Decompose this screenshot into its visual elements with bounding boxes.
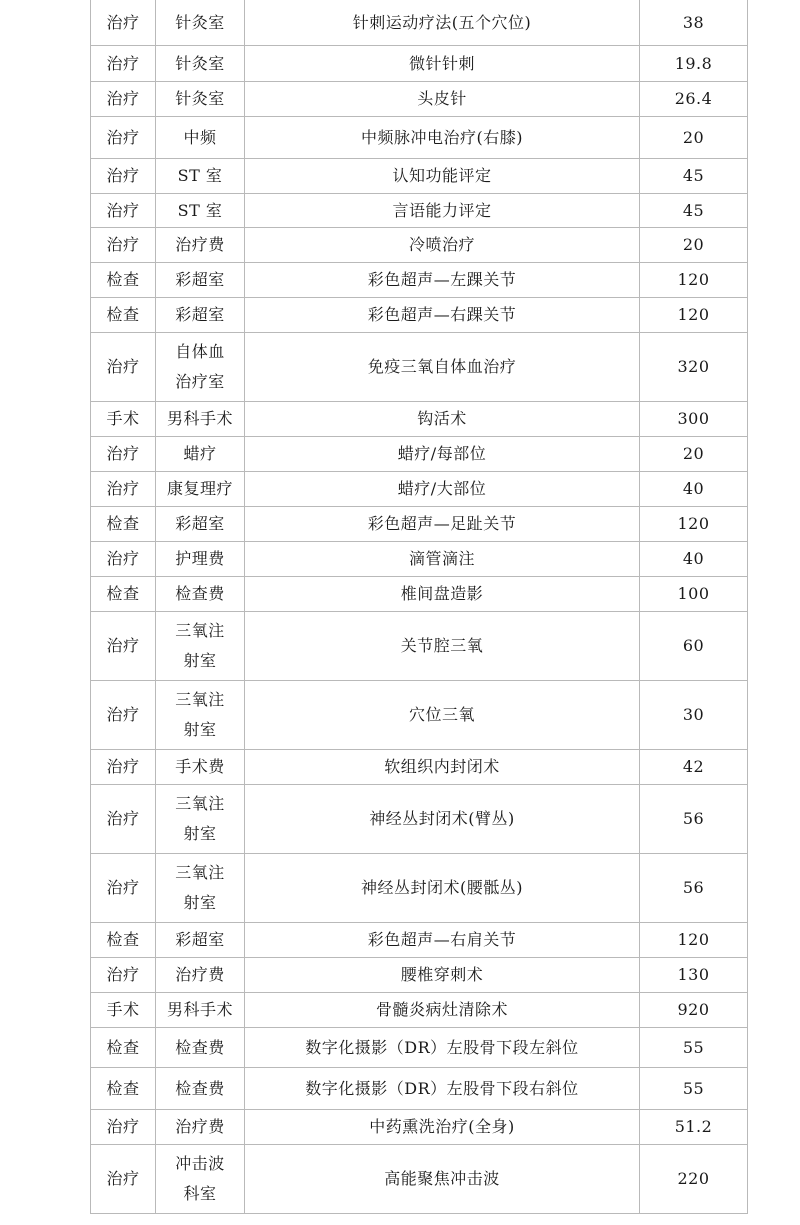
cell-dept: 彩超室 bbox=[156, 262, 245, 297]
cell-dept: 针灸室 bbox=[156, 0, 245, 45]
table-row bbox=[91, 784, 748, 853]
cell-type: 治疗 bbox=[91, 193, 156, 227]
table-row bbox=[91, 401, 748, 436]
cell-price: 120 bbox=[640, 922, 748, 957]
cell-item: 头皮针 bbox=[245, 81, 640, 116]
cell-price: 38 bbox=[640, 0, 748, 45]
cell-item: 中频脉冲电治疗(右膝) bbox=[245, 116, 640, 158]
fee-table-body bbox=[91, 0, 748, 1213]
cell-item: 彩色超声—右肩关节 bbox=[245, 922, 640, 957]
cell-price: 100 bbox=[640, 576, 748, 611]
cell-type: 治疗 bbox=[91, 116, 156, 158]
cell-type: 检查 bbox=[91, 262, 156, 297]
table-row bbox=[91, 611, 748, 680]
cell-price: 51.2 bbox=[640, 1109, 748, 1144]
cell-price: 40 bbox=[640, 471, 748, 506]
cell-type: 治疗 bbox=[91, 541, 156, 576]
cell-dept: ST 室 bbox=[156, 193, 245, 227]
table-row bbox=[91, 922, 748, 957]
cell-price: 56 bbox=[640, 784, 748, 853]
cell-dept: 彩超室 bbox=[156, 922, 245, 957]
cell-type: 治疗 bbox=[91, 81, 156, 116]
cell-dept: 三氧注射室 bbox=[156, 611, 245, 680]
cell-type: 治疗 bbox=[91, 749, 156, 784]
cell-type: 治疗 bbox=[91, 1144, 156, 1213]
cell-dept: 针灸室 bbox=[156, 81, 245, 116]
cell-item: 针刺运动疗法(五个穴位) bbox=[245, 0, 640, 45]
cell-type: 治疗 bbox=[91, 853, 156, 922]
table-row bbox=[91, 158, 748, 193]
cell-price: 40 bbox=[640, 541, 748, 576]
table-row bbox=[91, 749, 748, 784]
cell-price: 120 bbox=[640, 297, 748, 332]
cell-type: 治疗 bbox=[91, 611, 156, 680]
cell-type: 检查 bbox=[91, 506, 156, 541]
cell-price: 19.8 bbox=[640, 45, 748, 81]
cell-dept: 蜡疗 bbox=[156, 436, 245, 471]
cell-dept: 三氧注射室 bbox=[156, 853, 245, 922]
cell-dept: 手术费 bbox=[156, 749, 245, 784]
table-row bbox=[91, 992, 748, 1027]
table-row bbox=[91, 332, 748, 401]
cell-price: 20 bbox=[640, 116, 748, 158]
cell-dept: 彩超室 bbox=[156, 506, 245, 541]
cell-dept: 三氧注射室 bbox=[156, 680, 245, 749]
table-row bbox=[91, 541, 748, 576]
cell-price: 920 bbox=[640, 992, 748, 1027]
table-row bbox=[91, 506, 748, 541]
cell-item: 彩色超声—左踝关节 bbox=[245, 262, 640, 297]
table-row bbox=[91, 853, 748, 922]
cell-dept: 治疗费 bbox=[156, 227, 245, 262]
cell-price: 320 bbox=[640, 332, 748, 401]
cell-type: 检查 bbox=[91, 1027, 156, 1067]
cell-item: 彩色超声—右踝关节 bbox=[245, 297, 640, 332]
cell-item: 微针针刺 bbox=[245, 45, 640, 81]
table-row bbox=[91, 116, 748, 158]
cell-price: 26.4 bbox=[640, 81, 748, 116]
cell-type: 手术 bbox=[91, 401, 156, 436]
cell-type: 治疗 bbox=[91, 1109, 156, 1144]
cell-type: 检查 bbox=[91, 576, 156, 611]
table-row bbox=[91, 1067, 748, 1109]
cell-type: 治疗 bbox=[91, 0, 156, 45]
cell-type: 治疗 bbox=[91, 784, 156, 853]
cell-type: 治疗 bbox=[91, 957, 156, 992]
cell-item: 软组织内封闭术 bbox=[245, 749, 640, 784]
table-row bbox=[91, 0, 748, 45]
cell-dept: 治疗费 bbox=[156, 957, 245, 992]
cell-item: 神经丛封闭术(腰骶丛) bbox=[245, 853, 640, 922]
cell-dept: 针灸室 bbox=[156, 45, 245, 81]
table-row bbox=[91, 81, 748, 116]
cell-type: 治疗 bbox=[91, 227, 156, 262]
cell-price: 45 bbox=[640, 193, 748, 227]
cell-type: 检查 bbox=[91, 922, 156, 957]
cell-item: 穴位三氧 bbox=[245, 680, 640, 749]
cell-dept: 康复理疗 bbox=[156, 471, 245, 506]
cell-price: 20 bbox=[640, 436, 748, 471]
cell-dept: 检查费 bbox=[156, 576, 245, 611]
cell-dept: 男科手术 bbox=[156, 401, 245, 436]
cell-price: 42 bbox=[640, 749, 748, 784]
cell-price: 220 bbox=[640, 1144, 748, 1213]
cell-dept: 三氧注射室 bbox=[156, 784, 245, 853]
cell-item: 椎间盘造影 bbox=[245, 576, 640, 611]
cell-item: 滴管滴注 bbox=[245, 541, 640, 576]
cell-item: 冷喷治疗 bbox=[245, 227, 640, 262]
cell-item: 关节腔三氧 bbox=[245, 611, 640, 680]
table-row bbox=[91, 193, 748, 227]
cell-dept: 护理费 bbox=[156, 541, 245, 576]
cell-item: 蜡疗/每部位 bbox=[245, 436, 640, 471]
table-row bbox=[91, 680, 748, 749]
cell-price: 45 bbox=[640, 158, 748, 193]
table-row bbox=[91, 1027, 748, 1067]
cell-price: 55 bbox=[640, 1027, 748, 1067]
table-row bbox=[91, 576, 748, 611]
cell-item: 认知功能评定 bbox=[245, 158, 640, 193]
cell-type: 检查 bbox=[91, 1067, 156, 1109]
cell-dept: 彩超室 bbox=[156, 297, 245, 332]
cell-type: 治疗 bbox=[91, 332, 156, 401]
cell-item: 高能聚焦冲击波 bbox=[245, 1144, 640, 1213]
table-row bbox=[91, 957, 748, 992]
table-row bbox=[91, 297, 748, 332]
cell-price: 130 bbox=[640, 957, 748, 992]
cell-dept: 检查费 bbox=[156, 1067, 245, 1109]
cell-type: 治疗 bbox=[91, 45, 156, 81]
fee-table bbox=[90, 0, 748, 1214]
cell-item: 中药熏洗治疗(全身) bbox=[245, 1109, 640, 1144]
cell-item: 言语能力评定 bbox=[245, 193, 640, 227]
cell-type: 治疗 bbox=[91, 471, 156, 506]
cell-dept: 冲击波科室 bbox=[156, 1144, 245, 1213]
table-row bbox=[91, 436, 748, 471]
cell-price: 56 bbox=[640, 853, 748, 922]
table-row bbox=[91, 1109, 748, 1144]
cell-type: 治疗 bbox=[91, 158, 156, 193]
cell-price: 20 bbox=[640, 227, 748, 262]
cell-price: 120 bbox=[640, 262, 748, 297]
cell-dept: 治疗费 bbox=[156, 1109, 245, 1144]
cell-price: 120 bbox=[640, 506, 748, 541]
cell-price: 30 bbox=[640, 680, 748, 749]
cell-type: 手术 bbox=[91, 992, 156, 1027]
cell-item: 数字化摄影（DR）左股骨下段左斜位 bbox=[245, 1027, 640, 1067]
cell-type: 检查 bbox=[91, 297, 156, 332]
cell-item: 骨髓炎病灶清除术 bbox=[245, 992, 640, 1027]
cell-price: 300 bbox=[640, 401, 748, 436]
cell-dept: 检查费 bbox=[156, 1027, 245, 1067]
cell-price: 55 bbox=[640, 1067, 748, 1109]
table-row bbox=[91, 1144, 748, 1213]
cell-dept: 自体血治疗室 bbox=[156, 332, 245, 401]
cell-dept: 中频 bbox=[156, 116, 245, 158]
table-row bbox=[91, 45, 748, 81]
cell-item: 钩活术 bbox=[245, 401, 640, 436]
cell-item: 蜡疗/大部位 bbox=[245, 471, 640, 506]
cell-dept: 男科手术 bbox=[156, 992, 245, 1027]
cell-price: 60 bbox=[640, 611, 748, 680]
cell-item: 免疫三氧自体血治疗 bbox=[245, 332, 640, 401]
table-row bbox=[91, 262, 748, 297]
cell-type: 治疗 bbox=[91, 436, 156, 471]
table-row bbox=[91, 227, 748, 262]
cell-item: 数字化摄影（DR）左股骨下段右斜位 bbox=[245, 1067, 640, 1109]
table-row bbox=[91, 471, 748, 506]
cell-item: 彩色超声—足趾关节 bbox=[245, 506, 640, 541]
cell-dept: ST 室 bbox=[156, 158, 245, 193]
cell-type: 治疗 bbox=[91, 680, 156, 749]
cell-item: 神经丛封闭术(臂丛) bbox=[245, 784, 640, 853]
cell-item: 腰椎穿刺术 bbox=[245, 957, 640, 992]
